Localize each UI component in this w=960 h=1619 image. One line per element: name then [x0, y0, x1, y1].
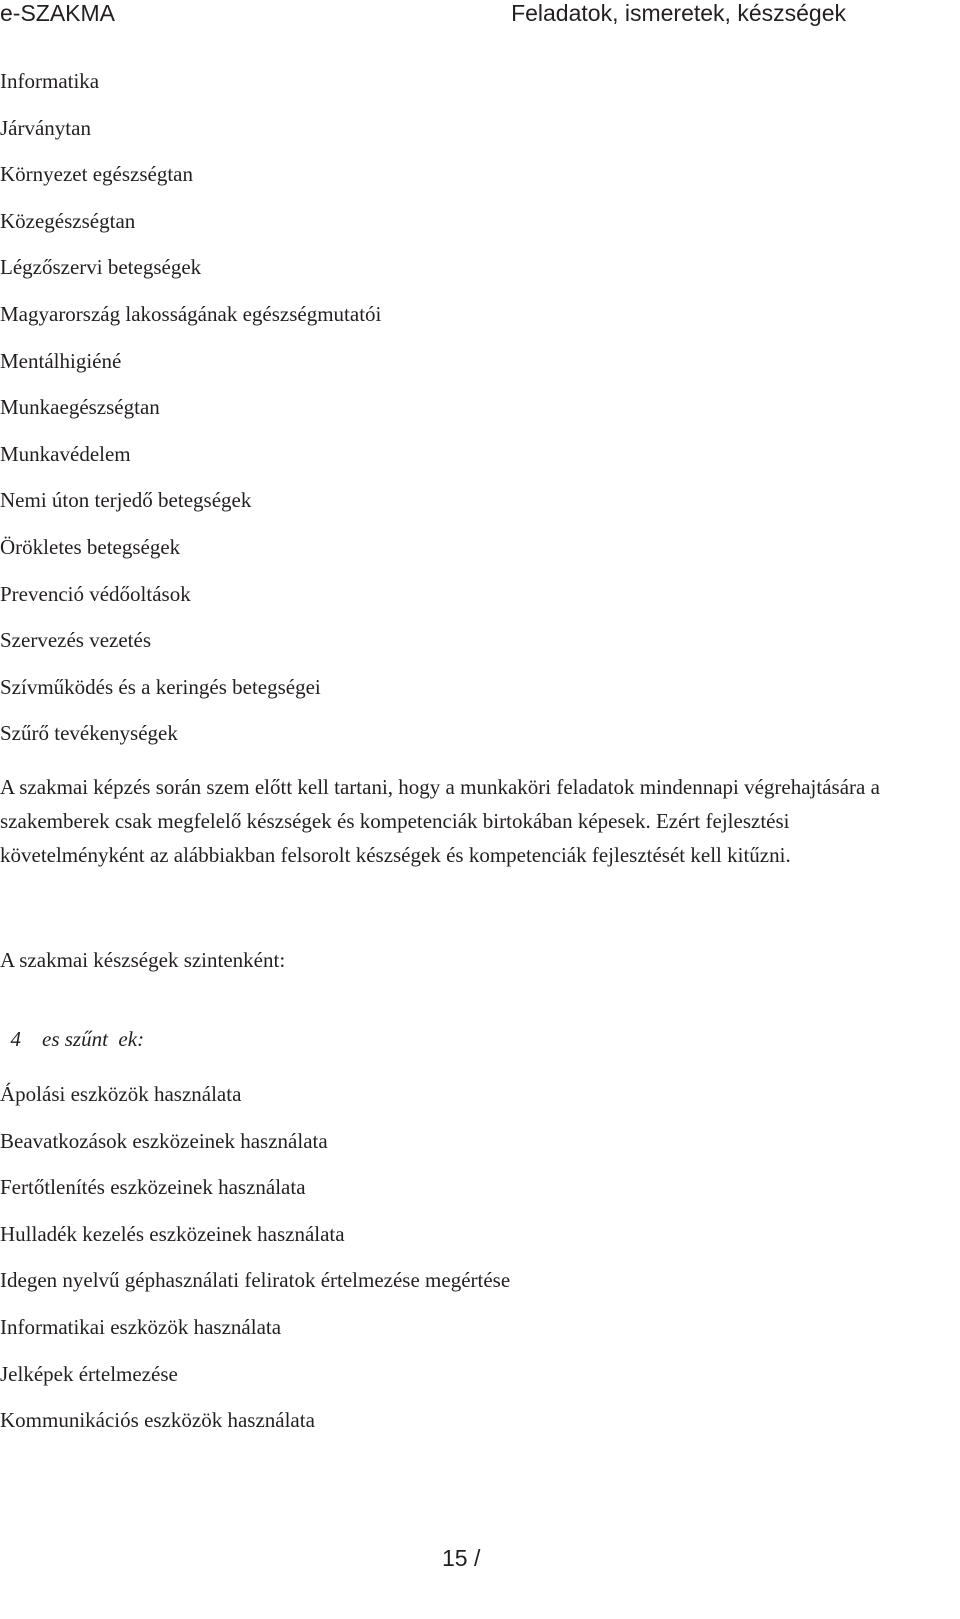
- skill-level-label: 4 es szűnt ek:: [0, 1027, 145, 1051]
- subject-item: Munkaegészségtan: [0, 395, 160, 420]
- intro-paragraph: A szakmai képzés során szem előtt kell tartani, hogy a munkaköri feladatok mindennapi végrehajtására a szakemberek csak megfelelő készségek és kompetenciák birtokában képesek. Ezért fejlesztési követelményként az alábbiakban felsorolt készségek és kompetenciák fejlesztését kell kitűzni.: [0, 775, 880, 867]
- subject-item: Örökletes betegségek: [0, 534, 181, 559]
- subject-item: Mentálhigiéné: [0, 348, 122, 373]
- subject-item: Légzőszervi betegségek: [0, 255, 202, 280]
- page-number: 15 /: [442, 1545, 481, 1571]
- subject-item: Szívműködés és a keringés betegségei: [0, 674, 321, 699]
- subject-item: Járványtan: [0, 115, 91, 140]
- subject-item: Prevenció védőoltások: [0, 581, 191, 606]
- skill-item: Kommunikációs eszközök használata: [0, 1408, 315, 1433]
- subject-item: Magyarország lakosságának egészségmutatói: [0, 301, 382, 326]
- skill-item: Hulladék kezelés eszközeinek használata: [0, 1221, 345, 1246]
- skill-item: Fertőtlenítés eszközeinek használata: [0, 1175, 306, 1200]
- subject-item: Közegészségtan: [0, 208, 136, 233]
- subject-item: Szervezés vezetés: [0, 628, 151, 653]
- skill-item: Idegen nyelvű géphasználati feliratok értelmezése megértése: [0, 1268, 511, 1293]
- subject-list: [0, 68, 381, 767]
- skills-heading: A szakmai készségek szintenként:: [0, 948, 286, 972]
- skill-item: Jelképek értelmezése: [0, 1361, 178, 1386]
- header-section-title: Feladatok, ismeretek, készségek: [511, 0, 846, 26]
- header-publication-title: e-SZAKMA: [0, 0, 116, 26]
- subject-item: Környezet egészségtan: [0, 162, 193, 187]
- subject-item: Munkavédelem: [0, 441, 131, 466]
- skill-item: Informatikai eszközök használata: [0, 1314, 282, 1339]
- skill-item: Ápolási eszközök használata: [0, 1082, 242, 1106]
- skill-item: Beavatkozások eszközeinek használata: [0, 1128, 328, 1153]
- subject-item: Szűrő tevékenységek: [0, 721, 178, 746]
- subject-item: Informatika: [0, 69, 100, 93]
- skill-list: [0, 1081, 510, 1454]
- subject-item: Nemi úton terjedő betegségek: [0, 488, 252, 513]
